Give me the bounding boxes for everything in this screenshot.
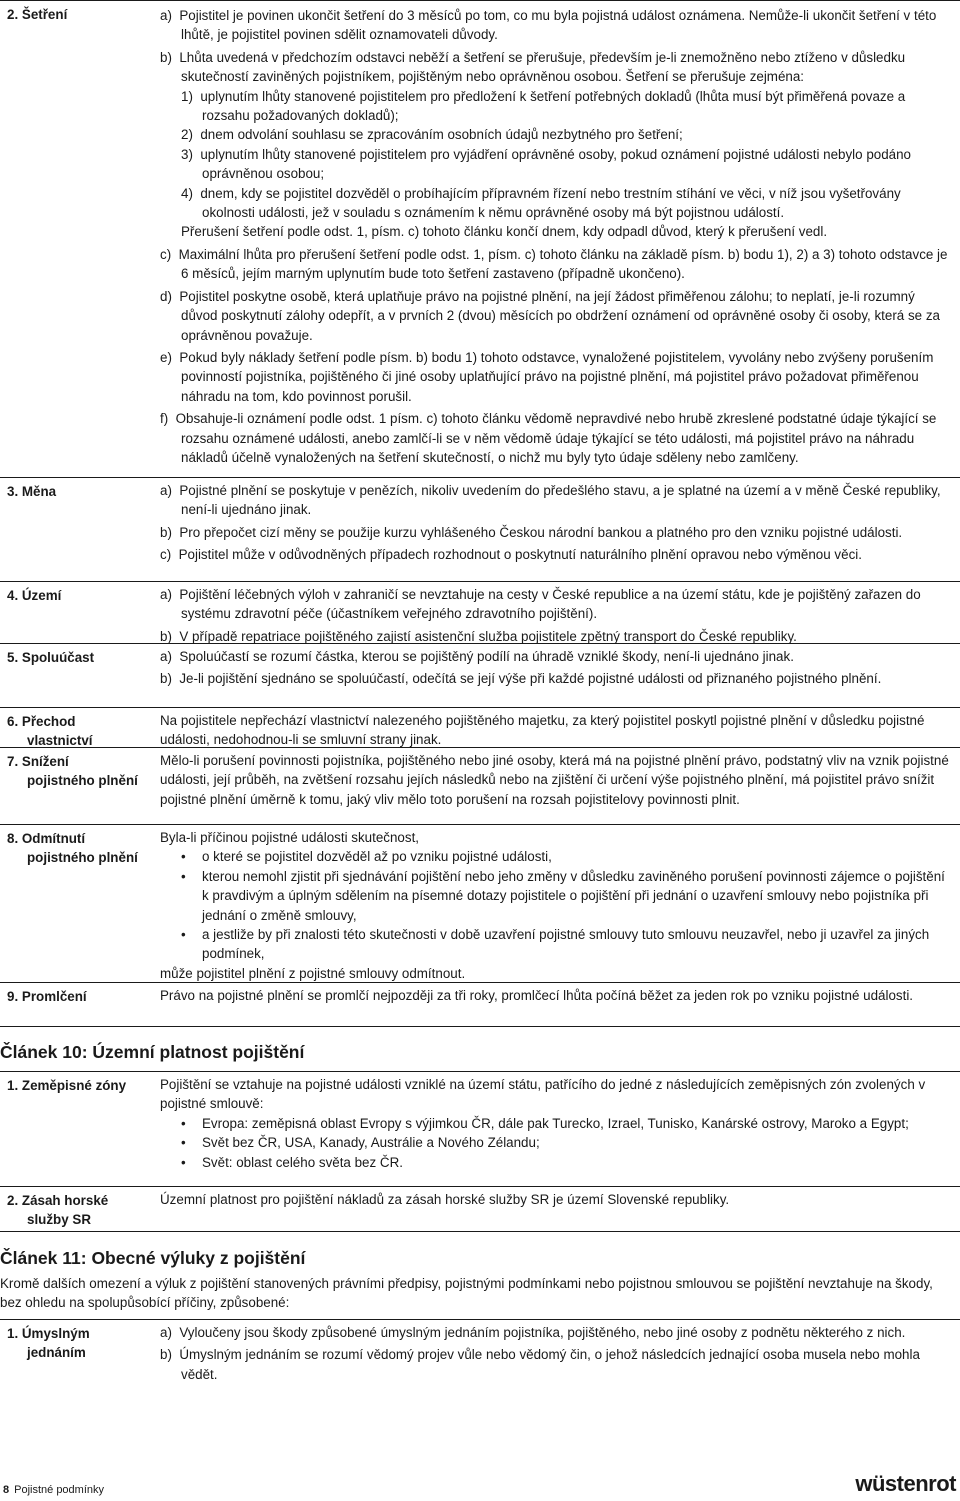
- section-4: [0, 581, 960, 644]
- section-2: [0, 0, 960, 465]
- s2-b3: 3) uplynutím lhůty stanovené pojistitelem pro vyjádření oprávněné osoby, pokud oznámení pojistné události nebylo podáno oprávněnou osobou;: [181, 146, 911, 182]
- footer-page: [3, 1481, 104, 1500]
- section-8: [0, 824, 960, 981]
- art10-zones-label: 1. Zeměpisné zóny: [7, 1078, 127, 1093]
- s7-text: Mělo-li porušení povinnosti pojistníka, pojištěného nebo jiné osoby, která má na pojistné plnění právo, podstatný vliv na vznik pojistné události, její průběh, na zvětšení rozsahu jejích následků nebo na zjištění či určení výše pojistného plnění, má pojistitel právo snížit pojistné plnění úměrně k tomu, jaký vliv mělo toto porušení na rozsah pojistitelovy povinnosti plnit.: [160, 753, 949, 807]
- s2-b5: Přerušení šetření podle odst. 1, písm. c) tohoto článku končí dnem, kdy odpadl důvod, který k přerušení vedl.: [181, 224, 828, 240]
- s4-b: b) V případě repatriace pojištěného zajistí asistenční služba pojistitele zpětný transport do České republiky.: [160, 628, 797, 644]
- s2-c: c) Maximální lhůta pro přerušení šetření podle odst. 1, písm. c) tohoto článku na základě písm. b) bodu 1), 2) a 3) tohoto odstavce je 6 měsíců, jejím marným uplynutím bude toto šetření zastaveno (případně ukončeno).: [160, 246, 948, 282]
- s2-b4: 4) dnem, kdy se pojistitel dozvěděl o probíhajícím přípravném řízení nebo trestním stíhání ve věci, v níž jsou vyšetřovány okolnosti události, jež v souladu s oznámením k němu oprávněné osoby má být pojistnou událostí.: [181, 185, 901, 221]
- zone-item: • Svět bez ČR, USA, Kanady, Austrálie a Nového Zélandu;: [160, 1133, 950, 1152]
- section-5-label: 5. Spoluúčast: [7, 650, 95, 665]
- art11-b: b) Úmyslným jednáním se rozumí vědomý projev vůle nebo vědomý čin, o jehož následcích jednající osoba musela nebo mohla vědět.: [160, 1347, 920, 1382]
- section-2-label: 2. Šetření: [7, 7, 68, 22]
- s5-b: b) Je-li pojištění sjednáno se spoluúčastí, odečítá se její výše při každé pojistné události od přiznaného pojistného plnění.: [160, 671, 882, 687]
- page-number: 8: [3, 1484, 10, 1496]
- section-4-label: 4. Území: [7, 588, 62, 603]
- section-6: [0, 707, 960, 749]
- section-7-label-2: pojistného plnění: [27, 773, 138, 789]
- s8-item: • kterou nemohl zjistit při sjednávání pojištění nebo jeho změny v důsledku zaviněného porušení povinnosti zájemce o pojištění k pravdivým a úplným sdělením na písemné dotazy pojistitele o pojištění při jednání o uzavření smlouvy nebo pojistníka při jednání o změně smlouvy,: [160, 867, 950, 925]
- s2-b2: 2) dnem odvolání souhlasu se zpracováním osobních údajů nezbytného pro šetření;: [181, 127, 683, 143]
- s8-intro: Byla-li příčinou pojistné události skutečnost,: [160, 830, 420, 845]
- art11-a: a) Vyloučeny jsou škody způsobené úmyslným jednáním pojistníka, pojištěného, nebo jiné osoby z podnětu některého z nich.: [160, 1325, 906, 1340]
- s8-outro: může pojistitel plnění z pojistné smlouvy odmítnout.: [160, 965, 466, 981]
- art10-zones: [0, 1071, 960, 1170]
- art11-intent: [0, 1319, 960, 1382]
- art10-mountain-label-2: služby SR: [27, 1212, 91, 1228]
- s3-a: a) Pojistné plnění se poskytuje v penězích, nikoliv uvedením do předešlého stavu, a je splatné na území a v měně České republiky, není-li ujednáno jinak.: [160, 483, 941, 518]
- s3-b: b) Pro přepočet cizí měny se použije kurzu vyhlášeného Českou národní bankou a platného pro den vzniku pojistné události.: [160, 524, 903, 540]
- section-8-label-2: pojistného plnění: [27, 850, 138, 866]
- art10-mountain-text: Územní platnost pro pojištění nákladů za zásah horské služby SR je území Slovenské republiky.: [160, 1192, 730, 1207]
- s8-item: • a jestliže by při znalosti této skutečnosti v době uzavření pojistné smlouvy tuto smlouvu neuzavřel, nebo ji uzavřel za jiných podmínek,: [160, 925, 950, 964]
- s2-d: d) Pojistitel poskytne osobě, která uplatňuje právo na pojistné plnění, na její žádost přiměřenou zálohu; to neplatí, je-li rozumný důvod poskytnutí zálohy odepřít, a v prvních 2 (dvou) měsících po obdržení oznámení od oprávněné osoby či osoby, která se za oprávněnou považuje.: [160, 288, 940, 343]
- s2-b1: 1) uplynutím lhůty stanovené pojistitelem pro předložení k šetření potřebných dokladů (lhůta musí být přiměřená povaze a rozsahu požadovaných dokladů);: [181, 88, 906, 124]
- section-6-label: 6. Přechod: [7, 714, 76, 729]
- art10-mountain: [0, 1186, 960, 1232]
- s2-b: b) Lhůta uvedená v předchozím odstavci neběží a šetření se přerušuje, především je-li znemožněno nebo ztíženo v důsledku skutečností zaviněných pojistníkem, pojištěným nebo oprávněnou osobou. Šetření se přerušuje zejména:: [160, 49, 906, 85]
- section-3-label: 3. Měna: [7, 484, 57, 499]
- s2-e: e) Pokud byly náklady šetření podle písm. b) bodu 1) tohoto odstavce, vynaložené pojistitelem, vyvolány nebo zvýšeny porušením povinností pojistníka, pojištěného či jiné osoby uplatňující právo na pojistné plnění, má pojistitel právo požadovat přiměřenou náhradu na tom, kdo povinnost porušil.: [160, 349, 934, 404]
- s3-c: c) Pojistitel může v odůvodněných případech rozhodnout o poskytnutí naturálního plnění opravou nebo výměnou věci.: [160, 547, 862, 563]
- brand-logo: wüstenrot: [855, 1471, 956, 1496]
- section-7: [0, 747, 960, 807]
- s2-f: f) Obsahuje-li oznámení podle odst. 1 písm. c) tohoto článku vědomě nepravdivé nebo hrubě zkreslené podstatné údaje týkající se rozsahu oznámené události, anebo zamlčí-li se v něm vědomě údaje týkající se této události, má pojistitel právo na náhradu nákladů účelně vynaložených na šetření skutečností, o nichž mu byly tyto údaje sděleny nebo zamlčeny.: [160, 411, 937, 465]
- article-10-title: Článek 10: Územní platnost pojištění: [0, 1042, 305, 1062]
- s2-a: a) Pojistitel je povinen ukončit šetření do 3 měsíců po tom, co mu byla pojistná událost oznámena. Nemůže-li ukončit šetření v této lhůtě, je pojistitel povinen sdělit oznamovateli důvody.: [160, 8, 937, 43]
- section-7-label: 7. Snížení: [7, 754, 69, 769]
- s6-text: Na pojistitele nepřechází vlastnictví nalezeného pojištěného majetku, za který pojistitel poskytl pojistné plnění v důsledku pojistné události, nedohodnou-li se smluvní strany jinak.: [160, 713, 925, 748]
- s9-text: Právo na pojistné plnění se promlčí nejpozději za tři roky, promlčecí lhůta počíná běžet za jeden rok po vzniku pojistné události.: [160, 988, 914, 1003]
- zone-item: • Evropa: zeměpisná oblast Evropy s výjimkou ČR, dále pak Turecko, Izrael, Tunisko, Kanárské ostrovy, Maroko a Egypt;: [160, 1114, 950, 1133]
- section-9-label: 9. Promlčení: [7, 989, 87, 1004]
- s4-a: a) Pojištění léčebných výloh v zahraničí se nevztahuje na cesty v České republice a na území státu, kde je pojištěný zařazen do systému zdravotní péče (účastníkem veřejného zdravotního pojištění).: [160, 587, 921, 622]
- zone-item: • Svět: oblast celého světa bez ČR.: [160, 1153, 950, 1172]
- s5-a: a) Spoluúčastí se rozumí částka, kterou se pojištěný podílí na úhradě vzniklé škody, není-li ujednáno jinak.: [160, 649, 794, 664]
- s8-item: • o které se pojistitel dozvěděl až po vzniku pojistné události,: [160, 847, 950, 866]
- section-9: [0, 982, 960, 1027]
- art10-zones-intro: Pojištění se vztahuje na pojistné události vzniklé na území státu, patřícího do jedné z následujících zeměpisných zón zvolených v pojistné smlouvě:: [160, 1077, 926, 1112]
- section-3: [0, 477, 960, 563]
- section-8-label: 8. Odmítnutí: [7, 831, 86, 846]
- section-5: [0, 643, 960, 687]
- art11-intent-label-2: jednáním: [27, 1345, 86, 1361]
- art11-intent-label: 1. Úmyslným: [7, 1326, 90, 1341]
- footer-label: Pojistné podmínky: [14, 1484, 105, 1496]
- article-11-intro: Kromě dalších omezení a výluk z pojištění stanovených právními předpisy, pojistnými podmínkami nebo pojistnou smlouvou se pojištění nevztahuje na škody, bez ohledu na spolupůsobící příčiny, způsobené:: [0, 1276, 933, 1311]
- section-6-label-2: vlastnictví: [27, 733, 93, 749]
- art10-mountain-label: 2. Zásah horské: [7, 1193, 109, 1208]
- article-11-title: Článek 11: Obecné výluky z pojištění: [0, 1248, 306, 1268]
